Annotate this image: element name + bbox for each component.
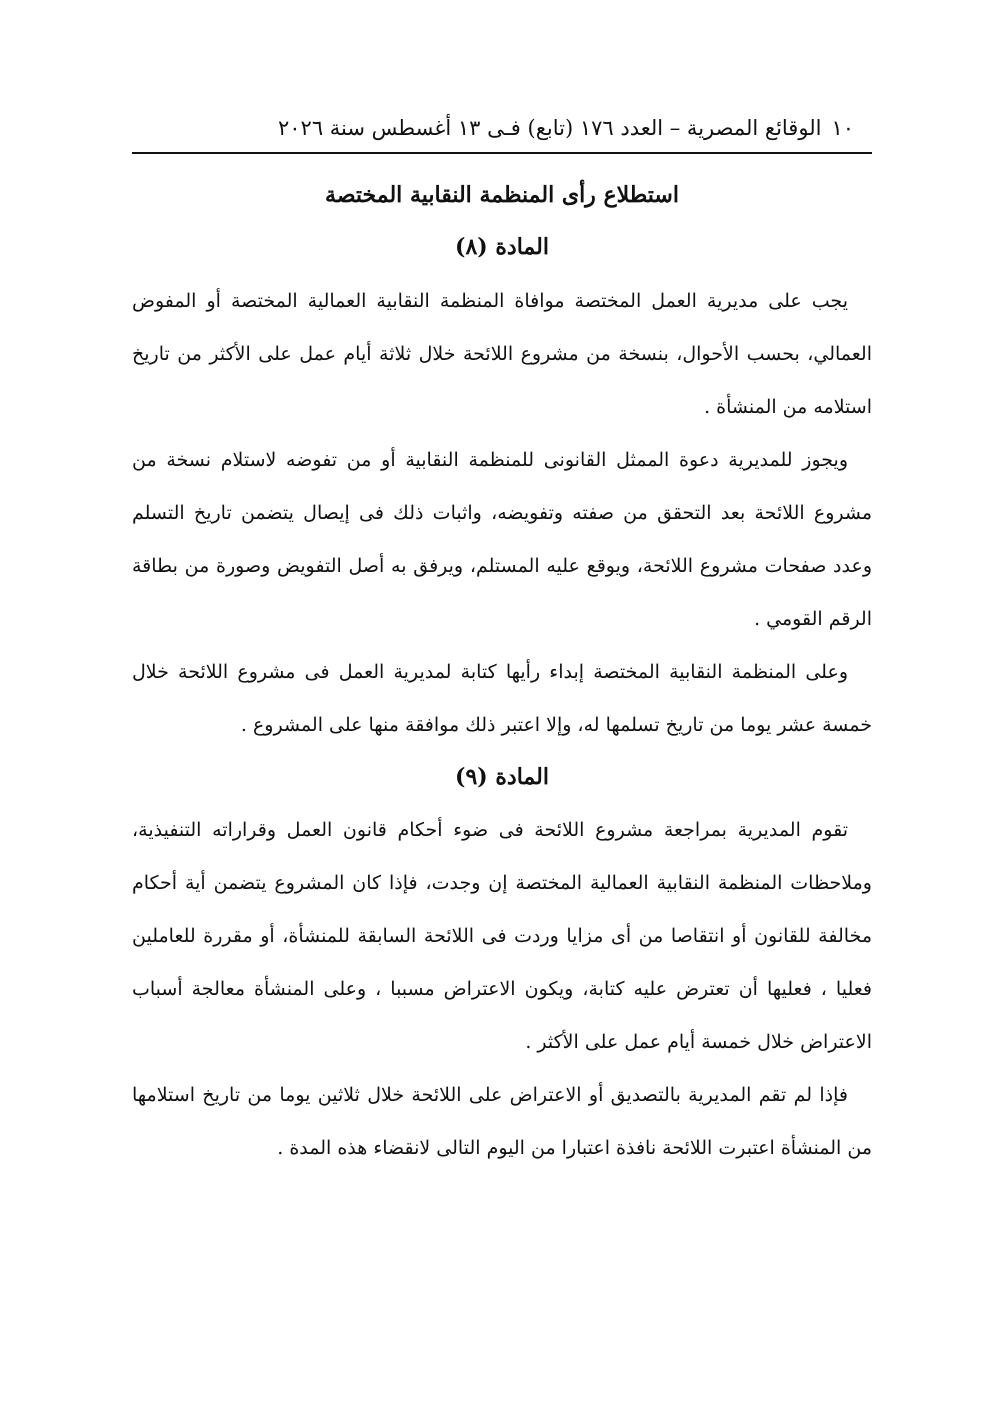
page-number: ١٠ <box>831 116 854 140</box>
publication-line: الوقائع المصرية – العدد ١٧٦ (تابع) فـى ١٣ أغسطس سنة ٢٠٢٦ <box>277 116 822 140</box>
section-title: استطلاع رأى المنظمة النقابية المختصة <box>325 182 679 208</box>
article-8-paragraph-1: يجب على مديرية العمل المختصة موافاة المنظمة النقابية العمالية المختصة أو المفوض العمالي، بحسب الأحوال، بنسخة من مشروع اللائحة خلال ثلاثة أيام عمل على الأكثر من تاريخ استلامه من المنشأة . <box>132 290 872 418</box>
article-8-title: المادة (٨) <box>455 234 549 260</box>
article-9-paragraph-2: فإذا لم تقم المديرية بالتصديق أو الاعتراض على اللائحة خلال ثلاثين يوما من تاريخ استلامها من المنشأة اعتبرت اللائحة نافذة اعتبارا من اليوم التالى لانقضاء هذه المدة . <box>132 1084 872 1159</box>
running-header <box>132 108 872 148</box>
article-9-paragraph-1: تقوم المديرية بمراجعة مشروع اللائحة فى ضوء أحكام قانون العمل وقراراته التنفيذية، وملاحظات المنظمة النقابية العمالية المختصة إن وجدت، فإذا كان المشروع يتضمن أية أحكام مخالفة للقانون أو انتقاصا من أى مزايا وردت فى اللائحة السابقة للمنشأة، أو مقررة للعاملين فعليا ، فعليها أن تعترض عليه كتابة، ويكون الاعتراض مسببا ، وعلى المنشأة معالجة أسباب الاعتراض خلال خمسة أيام عمل على الأكثر . <box>132 819 872 1053</box>
gazette-page <box>132 108 872 1175</box>
article-8-paragraph-3: وعلى المنظمة النقابية المختصة إبداء رأيها كتابة لمديرية العمل فى مشروع اللائحة خلال خمسة عشر يوما من تاريخ تسلمها له، وإلا اعتبر ذلك موافقة منها على المشروع . <box>132 661 872 736</box>
article-8-paragraph-2: ويجوز للمديرية دعوة الممثل القانونى للمنظمة النقابية أو من تفوضه لاستلام نسخة من مشروع اللائحة بعد التحقق من صفته وتفويضه، واثبات ذلك فى إيصال يتضمن تاريخ التسلم وعدد صفحات مشروع اللائحة، ويوقع عليه المستلم، ويرفق به أصل التفويض وصورة من بطاقة الرقم القومي . <box>132 449 872 630</box>
header-rule <box>132 152 872 154</box>
article-9-title: المادة (٩) <box>455 764 549 790</box>
